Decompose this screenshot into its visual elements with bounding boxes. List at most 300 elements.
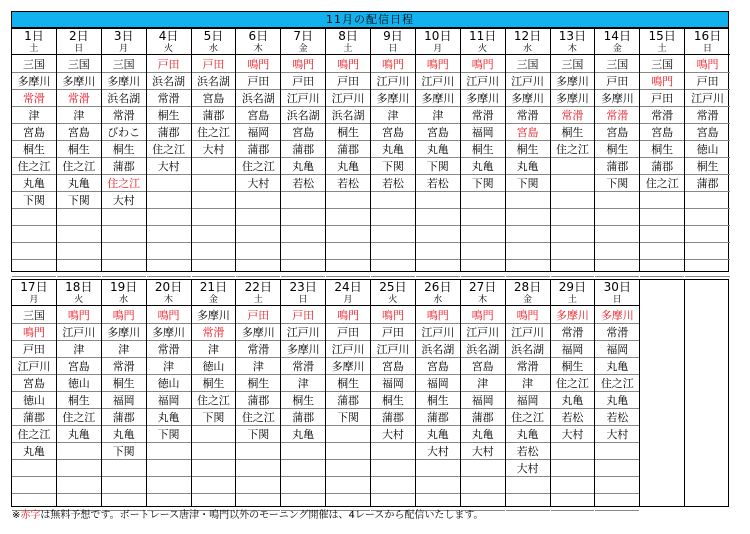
venue-cell: 戸田 <box>281 307 325 324</box>
day-column <box>461 280 506 506</box>
venue-cell: 宮島 <box>12 124 56 141</box>
venue-cell: 住之江 <box>236 409 280 426</box>
empty-cell <box>102 226 146 243</box>
venue-cell: 若松 <box>371 175 415 192</box>
day-weekday: 土 <box>236 294 280 306</box>
empty-cell <box>192 209 236 226</box>
venue-cell: 多摩川 <box>102 73 146 90</box>
venue-cell: 多摩川 <box>12 73 56 90</box>
venue-cell: 若松 <box>551 409 595 426</box>
venue-cell: 住之江 <box>551 375 595 392</box>
empty-cell <box>12 209 56 226</box>
empty-cell <box>192 260 236 277</box>
day-column <box>12 280 57 506</box>
venue-cell: 大村 <box>461 443 505 460</box>
empty-cell <box>371 443 415 460</box>
venue-cell: 住之江 <box>640 175 684 192</box>
empty-cell <box>371 243 415 260</box>
empty-cell <box>416 243 460 260</box>
empty-cell <box>147 443 191 460</box>
venue-cell: 鳴門 <box>506 307 550 324</box>
venue-cell: 津 <box>102 341 146 358</box>
venue-cell: 下関 <box>57 192 101 209</box>
day-column <box>236 29 281 271</box>
empty-cell <box>192 460 236 477</box>
day-date: 25日 <box>379 280 407 294</box>
day-weekday: 月 <box>102 43 146 55</box>
day-weekday: 水 <box>416 294 460 306</box>
venue-cell: 多摩川 <box>102 324 146 341</box>
venue-cell: 常滑 <box>595 107 639 124</box>
venue-cell: 津 <box>57 341 101 358</box>
empty-cell <box>416 192 460 209</box>
venue-cell: 桐生 <box>595 141 639 158</box>
week-block-2 <box>11 279 729 507</box>
day-weekday: 金 <box>281 43 325 55</box>
day-column <box>147 29 192 271</box>
empty-cell <box>461 209 505 226</box>
venue-cell: 常滑 <box>595 324 639 341</box>
venue-cell: 三国 <box>57 56 101 73</box>
footnote-red-word: 赤字 <box>20 510 41 521</box>
empty-cell <box>102 460 146 477</box>
empty-cell <box>147 477 191 494</box>
day-date: 29日 <box>558 280 587 294</box>
venue-cell: 江戸川 <box>281 324 325 341</box>
venue-cell: 徳山 <box>147 375 191 392</box>
venue-cell: 宮島 <box>685 124 730 141</box>
venue-cell: 住之江 <box>192 124 236 141</box>
empty-cell <box>12 226 56 243</box>
venue-cell: 多摩川 <box>371 90 415 107</box>
empty-cell <box>192 243 236 260</box>
venue-cell: 常滑 <box>640 107 684 124</box>
venue-cell: 桐生 <box>461 141 505 158</box>
empty-cell <box>416 477 460 494</box>
venue-cell: 下関 <box>102 443 146 460</box>
day-weekday: 火 <box>57 294 101 306</box>
day-column <box>551 280 596 506</box>
empty-cell <box>57 226 101 243</box>
venue-cell: 下関 <box>147 426 191 443</box>
venue-cell: 丸亀 <box>506 426 550 443</box>
venue-cell: 常滑 <box>506 358 550 375</box>
empty-cell <box>371 192 415 209</box>
venue-cell: 丸亀 <box>371 141 415 158</box>
venue-cell: 常滑 <box>147 90 191 107</box>
day-column <box>192 280 237 506</box>
venue-cell: 鳴門 <box>326 56 370 73</box>
venue-cell: 桐生 <box>506 141 550 158</box>
day-date: 20日 <box>154 280 183 294</box>
empty-cell <box>281 477 325 494</box>
day-weekday: 火 <box>461 43 505 55</box>
venue-cell: 鳴門 <box>685 56 730 73</box>
venue-cell: 浜名湖 <box>416 341 460 358</box>
venue-cell: 鳴門 <box>12 324 56 341</box>
venue-cell: 福岡 <box>506 392 550 409</box>
day-weekday: 金 <box>192 294 236 306</box>
day-date: 22日 <box>244 280 272 294</box>
venue-cell: 戸田 <box>192 56 236 73</box>
venue-cell: 江戸川 <box>281 90 325 107</box>
venue-cell: 常滑 <box>461 107 505 124</box>
venue-cell: 徳山 <box>685 141 730 158</box>
venue-cell: 福岡 <box>147 392 191 409</box>
venue-cell: 丸亀 <box>102 426 146 443</box>
venue-cell: 蒲郡 <box>12 409 56 426</box>
empty-cell <box>192 426 236 443</box>
venue-cell: 蒲郡 <box>416 409 460 426</box>
day-column <box>102 280 147 506</box>
empty-cell <box>551 477 595 494</box>
venue-cell: 蒲郡 <box>147 124 191 141</box>
empty-cell <box>551 209 595 226</box>
empty-cell <box>506 260 550 277</box>
venue-cell: 常滑 <box>57 90 101 107</box>
venue-cell: 大村 <box>595 426 639 443</box>
venue-cell: 常滑 <box>102 358 146 375</box>
venue-cell: 三国 <box>506 56 550 73</box>
venue-cell: 桐生 <box>416 392 460 409</box>
venue-cell: 常滑 <box>685 107 730 124</box>
venue-cell: 戸田 <box>326 324 370 341</box>
venue-cell: 江戸川 <box>685 90 730 107</box>
footnote <box>12 509 484 523</box>
venue-cell: 下関 <box>326 409 370 426</box>
venue-cell: 福岡 <box>236 124 280 141</box>
venue-cell: 三国 <box>12 307 56 324</box>
empty-cell <box>57 477 101 494</box>
venue-cell: 江戸川 <box>461 73 505 90</box>
venue-cell: 丸亀 <box>416 141 460 158</box>
day-weekday: 月 <box>12 294 56 306</box>
empty-cell <box>461 243 505 260</box>
empty-cell <box>506 494 550 511</box>
venue-cell: 丸亀 <box>595 392 639 409</box>
empty-cell <box>595 260 639 277</box>
empty-cell <box>236 443 280 460</box>
empty-cell <box>147 209 191 226</box>
venue-cell: 浜名湖 <box>236 90 280 107</box>
venue-cell: 住之江 <box>147 141 191 158</box>
venue-cell: 下関 <box>236 426 280 443</box>
day-column <box>57 29 102 271</box>
venue-cell: 多摩川 <box>551 90 595 107</box>
venue-cell: 若松 <box>281 175 325 192</box>
venue-cell: 福岡 <box>102 392 146 409</box>
empty-cell <box>506 226 550 243</box>
venue-cell: 丸亀 <box>461 158 505 175</box>
empty-cell <box>326 443 370 460</box>
day-date: 15日 <box>648 29 676 43</box>
venue-cell: 住之江 <box>102 175 146 192</box>
empty-cell <box>685 209 730 226</box>
day-column <box>551 29 596 271</box>
venue-cell: 多摩川 <box>192 307 236 324</box>
empty-cell <box>326 226 370 243</box>
day-weekday: 日 <box>371 43 415 55</box>
empty-cell <box>326 192 370 209</box>
venue-cell: 住之江 <box>57 158 101 175</box>
day-column <box>326 29 371 271</box>
empty-cell <box>595 226 639 243</box>
venue-cell: 江戸川 <box>12 358 56 375</box>
day-date: 9日 <box>383 29 403 43</box>
venue-cell: 丸亀 <box>551 392 595 409</box>
day-weekday: 土 <box>640 43 684 55</box>
empty-cell <box>147 460 191 477</box>
empty-cell <box>506 477 550 494</box>
venue-cell: 下関 <box>416 158 460 175</box>
venue-cell: 桐生 <box>147 107 191 124</box>
venue-cell: 津 <box>281 375 325 392</box>
day-weekday: 土 <box>12 43 56 55</box>
day-date: 6日 <box>248 29 269 43</box>
venue-cell: 桐生 <box>685 158 730 175</box>
venue-cell: 鳴門 <box>147 307 191 324</box>
venue-cell: 津 <box>461 375 505 392</box>
venue-cell: 津 <box>147 358 191 375</box>
empty-cell <box>551 494 595 511</box>
venue-cell: 多摩川 <box>236 324 280 341</box>
venue-cell: 桐生 <box>57 141 101 158</box>
venue-cell: 江戸川 <box>416 324 460 341</box>
venue-cell: 三国 <box>102 56 146 73</box>
venue-cell: 蒲郡 <box>236 141 280 158</box>
venue-cell: 津 <box>192 341 236 358</box>
empty-cell <box>685 226 730 243</box>
day-weekday: 月 <box>416 43 460 55</box>
venue-cell: 丸亀 <box>57 175 101 192</box>
venue-cell: 三国 <box>12 56 56 73</box>
empty-cell <box>640 209 684 226</box>
venue-cell: 三国 <box>640 56 684 73</box>
venue-cell: 蒲郡 <box>236 392 280 409</box>
venue-cell: 鳴門 <box>416 307 460 324</box>
venue-cell: 宮島 <box>236 107 280 124</box>
venue-cell: 鳴門 <box>236 56 280 73</box>
venue-cell: 蒲郡 <box>281 409 325 426</box>
day-date: 3日 <box>113 29 134 43</box>
empty-cell <box>685 260 730 277</box>
empty-cell <box>551 175 595 192</box>
day-date: 13日 <box>558 29 587 43</box>
day-weekday: 火 <box>371 294 415 306</box>
empty-cell <box>147 226 191 243</box>
day-date: 23日 <box>289 280 317 294</box>
day-column <box>506 29 551 271</box>
day-weekday: 日 <box>685 43 730 55</box>
venue-cell: 戸田 <box>685 73 730 90</box>
venue-cell: 多摩川 <box>461 90 505 107</box>
venue-cell: 下関 <box>461 175 505 192</box>
empty-cell <box>416 226 460 243</box>
venue-cell: 住之江 <box>595 375 639 392</box>
venue-cell: 丸亀 <box>416 426 460 443</box>
venue-cell: 桐生 <box>640 141 684 158</box>
venue-cell: 津 <box>506 375 550 392</box>
venue-cell: 住之江 <box>506 409 550 426</box>
venue-cell: 浜名湖 <box>461 341 505 358</box>
empty-cell <box>551 260 595 277</box>
day-date: 17日 <box>20 280 48 294</box>
day-column <box>685 29 730 271</box>
day-date: 7日 <box>293 29 313 43</box>
empty-cell <box>281 243 325 260</box>
venue-cell: 宮島 <box>595 124 639 141</box>
venue-cell: 蒲郡 <box>192 107 236 124</box>
empty-cell <box>685 243 730 260</box>
empty-cell <box>57 243 101 260</box>
blank-column <box>640 280 685 506</box>
empty-cell <box>147 243 191 260</box>
empty-cell <box>371 260 415 277</box>
venue-cell: 津 <box>416 107 460 124</box>
venue-cell: 住之江 <box>551 141 595 158</box>
day-date: 16日 <box>693 29 722 43</box>
empty-cell <box>326 243 370 260</box>
venue-cell: 津 <box>57 107 101 124</box>
venue-cell: 鳴門 <box>371 56 415 73</box>
venue-cell: 鳴門 <box>326 307 370 324</box>
venue-cell: 江戸川 <box>326 341 370 358</box>
venue-cell: 丸亀 <box>12 175 56 192</box>
venue-cell: 徳山 <box>12 392 56 409</box>
venue-cell: 江戸川 <box>371 341 415 358</box>
day-column <box>147 280 192 506</box>
empty-cell <box>551 243 595 260</box>
schedule-title: 11月の配信日程 <box>11 11 729 28</box>
venue-cell: 津 <box>371 107 415 124</box>
day-date: 24日 <box>334 280 362 294</box>
empty-cell <box>461 477 505 494</box>
empty-cell <box>371 226 415 243</box>
venue-cell: 大村 <box>506 460 550 477</box>
day-date: 12日 <box>513 29 542 43</box>
empty-cell <box>506 243 550 260</box>
day-column <box>281 280 326 506</box>
venue-cell: 常滑 <box>281 358 325 375</box>
empty-cell <box>595 494 639 511</box>
venue-cell: 鳴門 <box>102 307 146 324</box>
empty-cell <box>236 209 280 226</box>
venue-cell: 戸田 <box>12 341 56 358</box>
venue-cell: 蒲郡 <box>595 158 639 175</box>
venue-cell: 桐生 <box>551 358 595 375</box>
day-column <box>281 29 326 271</box>
empty-cell <box>281 226 325 243</box>
venue-cell: 江戸川 <box>506 73 550 90</box>
venue-cell: 多摩川 <box>416 90 460 107</box>
empty-cell <box>236 192 280 209</box>
venue-cell: 常滑 <box>12 90 56 107</box>
venue-cell: 蒲郡 <box>281 141 325 158</box>
venue-cell: 丸亀 <box>506 158 550 175</box>
venue-cell: 蒲郡 <box>326 141 370 158</box>
empty-cell <box>236 260 280 277</box>
empty-cell <box>192 192 236 209</box>
day-date: 8日 <box>338 29 358 43</box>
day-weekday: 金 <box>595 43 639 55</box>
venue-cell: 多摩川 <box>595 307 639 324</box>
venue-cell: 宮島 <box>416 124 460 141</box>
venue-cell: 蒲郡 <box>461 409 505 426</box>
empty-cell <box>595 443 639 460</box>
day-column <box>461 29 506 271</box>
day-weekday: 木 <box>236 43 280 55</box>
empty-cell <box>640 260 684 277</box>
empty-cell <box>371 209 415 226</box>
venue-cell: 江戸川 <box>506 324 550 341</box>
venue-cell: 蒲郡 <box>326 392 370 409</box>
venue-cell: 江戸川 <box>371 73 415 90</box>
venue-cell: 戸田 <box>326 73 370 90</box>
venue-cell: 若松 <box>506 443 550 460</box>
venue-cell: 戸田 <box>281 73 325 90</box>
venue-cell: 宮島 <box>57 358 101 375</box>
venue-cell: 丸亀 <box>281 158 325 175</box>
venue-cell: 常滑 <box>551 324 595 341</box>
schedule-sheet <box>11 11 729 529</box>
day-weekday: 土 <box>551 294 595 306</box>
venue-cell: 蒲郡 <box>102 158 146 175</box>
venue-cell: 江戸川 <box>326 90 370 107</box>
venue-cell: 丸亀 <box>326 158 370 175</box>
empty-cell <box>551 460 595 477</box>
venue-cell: 宮島 <box>281 124 325 141</box>
venue-cell: 鳴門 <box>461 307 505 324</box>
day-column <box>326 280 371 506</box>
venue-cell: 浜名湖 <box>506 341 550 358</box>
empty-cell <box>12 260 56 277</box>
day-date: 11日 <box>469 29 497 43</box>
venue-cell: 住之江 <box>236 158 280 175</box>
venue-cell: 三国 <box>551 56 595 73</box>
empty-cell <box>416 460 460 477</box>
venue-cell: 福岡 <box>371 375 415 392</box>
empty-cell <box>551 192 595 209</box>
day-weekday: 金 <box>506 294 550 306</box>
empty-cell <box>192 443 236 460</box>
venue-cell: 福岡 <box>595 341 639 358</box>
empty-cell <box>192 477 236 494</box>
day-column <box>371 280 416 506</box>
venue-cell: 桐生 <box>102 141 146 158</box>
day-column <box>640 29 685 271</box>
day-weekday: 土 <box>326 43 370 55</box>
venue-cell: 丸亀 <box>461 426 505 443</box>
empty-cell <box>595 460 639 477</box>
empty-cell <box>595 192 639 209</box>
empty-cell <box>461 260 505 277</box>
venue-cell: 福岡 <box>461 392 505 409</box>
venue-cell: 桐生 <box>281 392 325 409</box>
venue-cell: 浜名湖 <box>326 107 370 124</box>
venue-cell: 鳴門 <box>461 56 505 73</box>
venue-cell: 大村 <box>147 158 191 175</box>
venue-cell: 大村 <box>192 141 236 158</box>
day-date: 28日 <box>513 280 542 294</box>
day-date: 26日 <box>424 280 452 294</box>
day-date: 18日 <box>65 280 93 294</box>
empty-cell <box>12 243 56 260</box>
venue-cell: 鳴門 <box>640 73 684 90</box>
venue-cell: 大村 <box>371 426 415 443</box>
day-column <box>57 280 102 506</box>
blank-column <box>685 280 730 506</box>
venue-cell: 大村 <box>236 175 280 192</box>
